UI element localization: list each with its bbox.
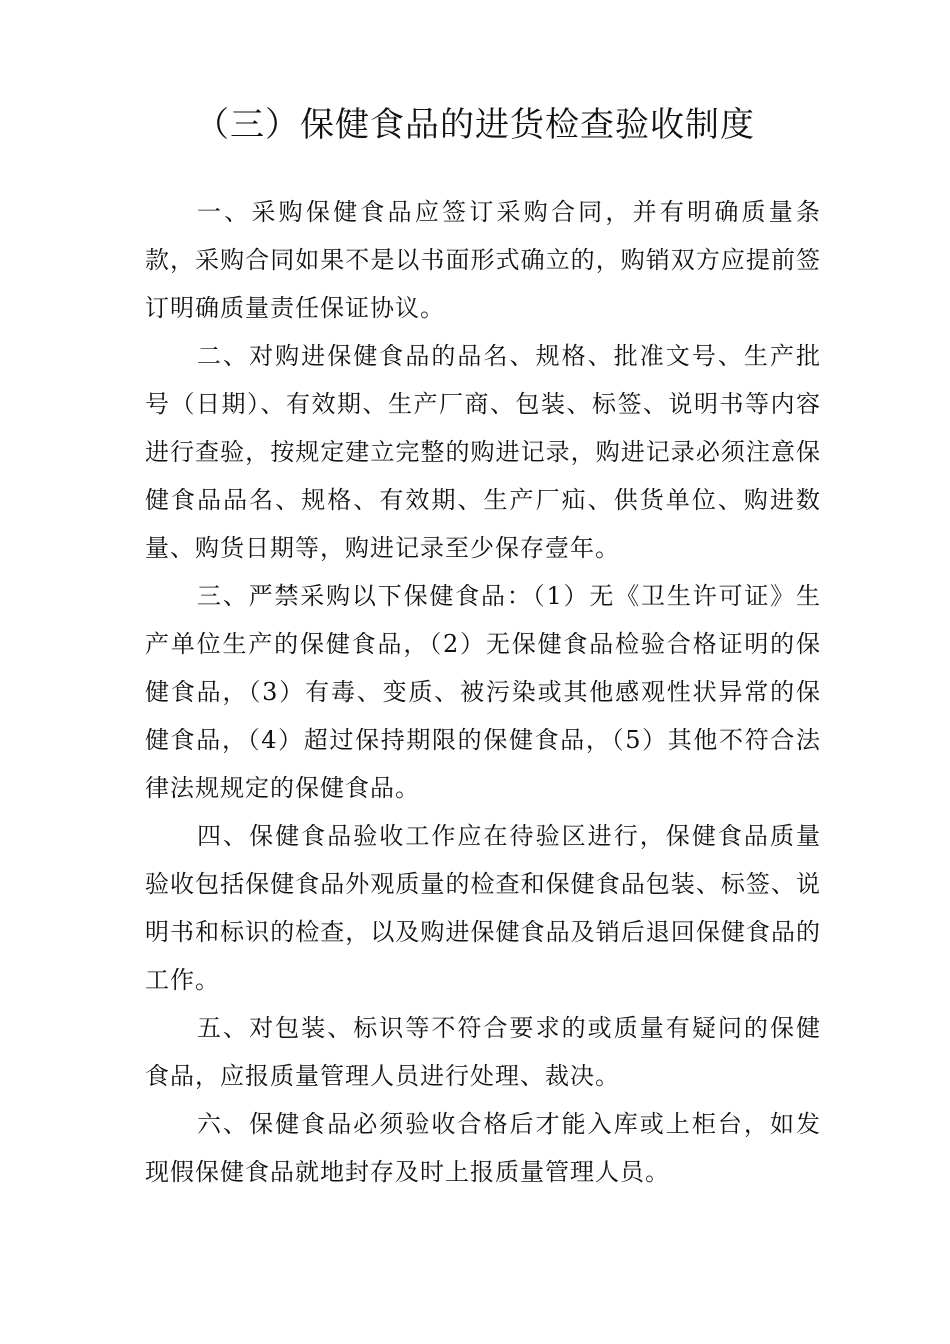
paragraph-5: 五、对包装、标识等不符合要求的或质量有疑问的保健食品，应报质量管理人员进行处理、裁决。	[145, 1014, 821, 1090]
paragraph-4: 四、保健食品验收工作应在待验区进行，保健食品质量验收包括保健食品外观质量的检查和保健食品包装、标签、说明书和标识的检查，以及购进保健食品及销后退回保健食品的工作。	[145, 822, 821, 994]
document-body	[145, 188, 821, 1196]
paragraph-6: 六、保健食品必须验收合格后才能入库或上柜台，如发现假保健食品就地封存及时上报质量管理人员。	[145, 1110, 821, 1186]
paragraph-2: 二、对购进保健食品的品名、规格、批准文号、生产批号（日期）、有效期、生产厂商、包装、标签、说明书等内容进行查验，按规定建立完整的购进记录，购进记录必须注意保健食品品名、规格、有效期、生产厂疝、供货单位、购进数量、购货日期等，购进记录至少保存壹年。	[145, 342, 821, 562]
document-title: （三）保健食品的进货检查验收制度	[195, 105, 755, 145]
paragraph-1: 一、采购保健食品应签订采购合同，并有明确质量条款，采购合同如果不是以书面形式确立的，购销双方应提前签订明确质量责任保证协议。	[145, 198, 821, 322]
paragraph-3: 三、严禁采购以下保健食品：（1）无《卫生许可证》生产单位生产的保健食品，（2）无保健食品检验合格证明的保健食品，（3）有毒、变质、被污染或其他感观性状异常的保健食品，（4）超过保持期限的保健食品，（5）其他不符合法律法规规定的保健食品。	[145, 582, 821, 802]
